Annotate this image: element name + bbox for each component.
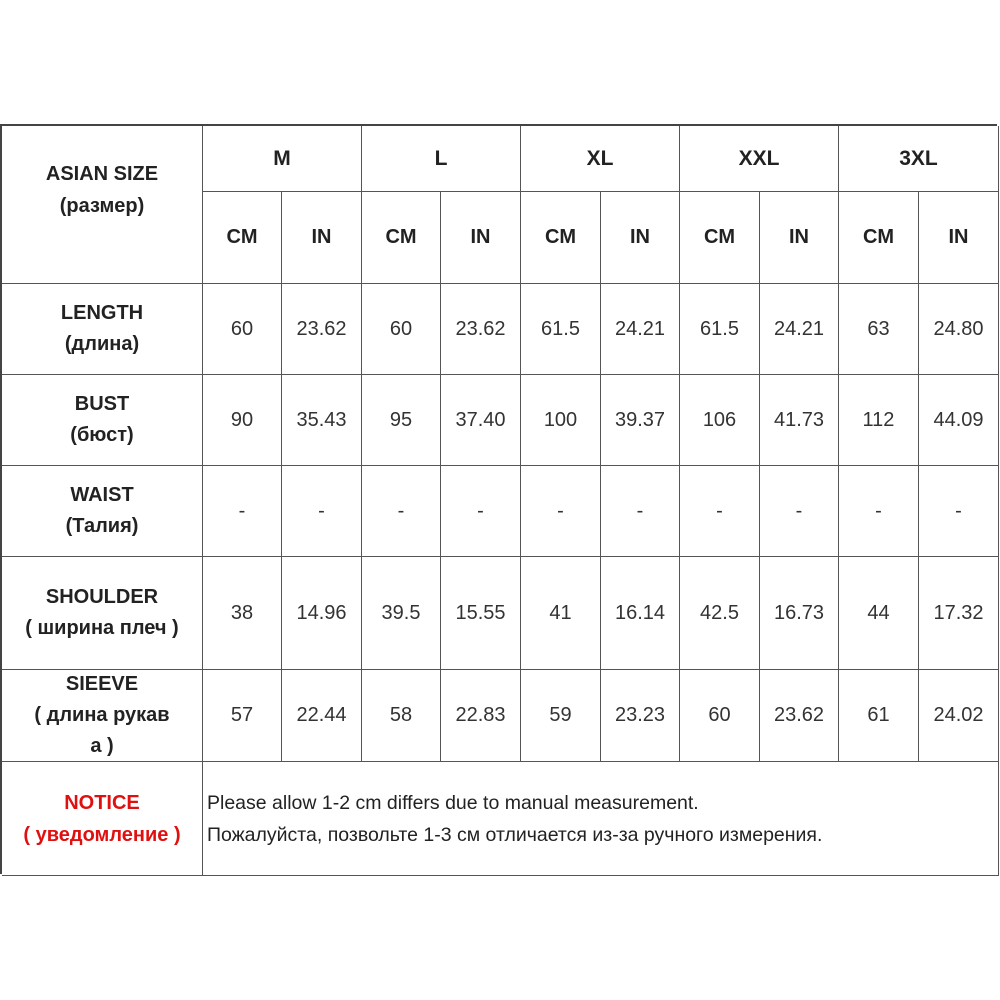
table-cell: 15.55 [441,557,521,670]
table-cell: 24.21 [760,284,839,375]
row-label-title: WAIST [70,484,134,506]
table-cell: 63 [839,284,919,375]
table-cell: 23.62 [282,284,362,375]
table-cell: - [919,466,999,557]
row-label-title: BUST [74,393,130,415]
size-header-xxl: XXL [680,126,839,192]
table-cell: 60 [203,284,282,375]
row-label-title: SIEEVE [65,673,139,695]
table-cell: 58 [362,670,441,762]
table-cell: 38 [203,557,282,670]
row-label-title: LENGTH [60,302,144,324]
row-label-sub-wrap: а ) [90,735,114,757]
table-cell: - [601,466,680,557]
table-cell: 42.5 [680,557,760,670]
table-cell: - [362,466,441,557]
table-cell: 24.02 [919,670,999,762]
row-label-sub: (Талия) [65,515,139,537]
unit-header-cm: CM [362,192,441,284]
table-cell: 16.14 [601,557,680,670]
table-cell: 23.62 [760,670,839,762]
table-cell: 100 [521,375,601,466]
unit-header-cm: CM [521,192,601,284]
table-cell: - [521,466,601,557]
table-cell: 39.37 [601,375,680,466]
notice-text-english: Please allow 1-2 cm differs due to manual measurement. [207,791,699,814]
table-cell: 95 [362,375,441,466]
table-cell: 57 [203,670,282,762]
row-label-sub: ( ширина плеч ) [25,617,179,639]
unit-header-cm: CM [839,192,919,284]
table-cell: 14.96 [282,557,362,670]
table-cell: 24.21 [601,284,680,375]
unit-header-in: IN [601,192,680,284]
table-cell: 41.73 [760,375,839,466]
table-cell: 106 [680,375,760,466]
table-cell: - [203,466,282,557]
table-cell: 35.43 [282,375,362,466]
table-cell: 23.62 [441,284,521,375]
table-cell: 41 [521,557,601,670]
table-cell: - [282,466,362,557]
table-cell: - [441,466,521,557]
table-cell: 22.44 [282,670,362,762]
table-cell: - [760,466,839,557]
asian-size-title: ASIAN SIZE [45,162,159,185]
asian-size-header [2,126,203,284]
size-header-xl: XL [521,126,680,192]
table-cell: 39.5 [362,557,441,670]
table-cell: - [680,466,760,557]
size-header-3xl: 3XL [839,126,999,192]
row-label-sleeve [2,670,203,762]
row-label-sub: (бюст) [70,424,134,446]
row-label-sub: (длина) [64,333,140,355]
notice-title: NOTICE [64,791,140,814]
row-label-waist [2,466,203,557]
row-label-bust [2,375,203,466]
table-cell: 59 [521,670,601,762]
unit-header-in: IN [282,192,362,284]
table-cell: 44.09 [919,375,999,466]
table-cell: 60 [680,670,760,762]
table-cell: 60 [362,284,441,375]
table-cell: 90 [203,375,282,466]
table-cell: 61 [839,670,919,762]
size-header-m: M [203,126,362,192]
table-cell: 22.83 [441,670,521,762]
table-cell: 24.80 [919,284,999,375]
table-cell: 16.73 [760,557,839,670]
notice-subtitle: ( уведомление ) [23,823,181,846]
unit-header-in: IN [441,192,521,284]
unit-header-cm: CM [203,192,282,284]
table-cell: - [839,466,919,557]
notice-text-russian: Пожалуйста, позвольте 1-3 см отличается из-за ручного измерения. [207,823,823,846]
unit-header-in: IN [919,192,999,284]
row-label-title: SHOULDER [45,586,159,608]
table-cell: 17.32 [919,557,999,670]
size-chart-table [0,124,997,874]
row-label-sub: ( длина рукав [34,704,170,726]
unit-header-cm: CM [680,192,760,284]
table-cell: 23.23 [601,670,680,762]
row-label-shoulder [2,557,203,670]
table-cell: 61.5 [680,284,760,375]
table-cell: 112 [839,375,919,466]
asian-size-subtitle: (размер) [59,194,145,217]
table-cell: 37.40 [441,375,521,466]
notice-text [203,762,999,876]
row-label-length [2,284,203,375]
table-cell: 44 [839,557,919,670]
notice-label [2,762,203,876]
size-header-l: L [362,126,521,192]
table-cell: 61.5 [521,284,601,375]
unit-header-in: IN [760,192,839,284]
